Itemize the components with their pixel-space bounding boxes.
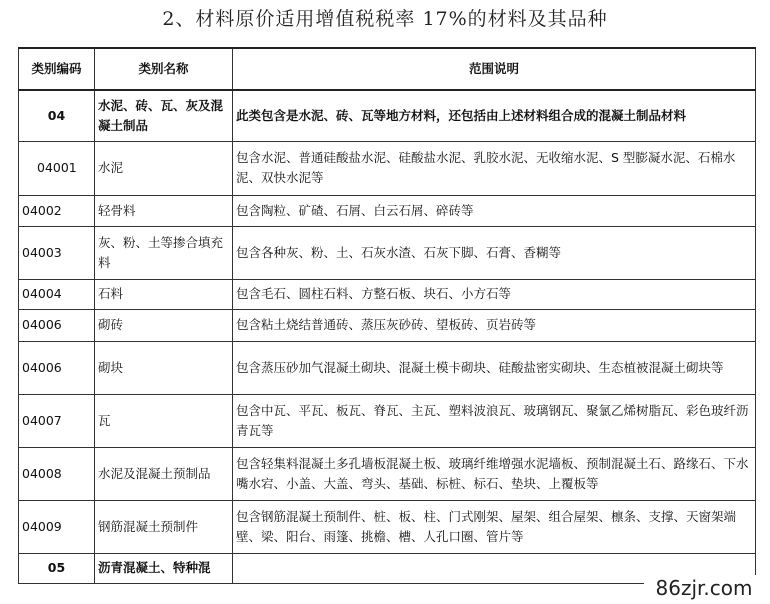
row-desc: 包含粘土烧结普通砖、蒸压灰砂砖、望板砖、页岩砖等 <box>233 309 756 341</box>
table-row <box>19 226 756 279</box>
row-code: 04004 <box>19 279 95 309</box>
row-name: 水泥及混凝土预制品 <box>95 447 233 500</box>
header-desc: 范围说明 <box>233 48 756 90</box>
row-desc: 此类包含是水泥、砖、瓦等地方材料，还包括由上述材料组合成的混凝土制品材料 <box>233 90 756 141</box>
row-desc: 包含轻集料混凝土多孔墙板混凝土板、玻璃纤维增强水泥墙板、预制混凝土石、路缘石、下水嘴水宕、小盖、大盖、弯头、基础、标桩、标石、垫块、上覆板等 <box>233 447 756 500</box>
row-name: 轻骨料 <box>95 195 233 226</box>
row-desc: 包含各种灰、粉、土、石灰水渣、石灰下脚、石膏、香糊等 <box>233 226 756 279</box>
row-desc: 包含毛石、圆柱石料、方整石板、块石、小方石等 <box>233 279 756 309</box>
row-name: 石料 <box>95 279 233 309</box>
row-desc: 包含中瓦、平瓦、板瓦、脊瓦、主瓦、塑料波浪瓦、玻璃钢瓦、聚氯乙烯树脂瓦、彩色玻纤沥青瓦等 <box>233 394 756 447</box>
row-name: 砌砖 <box>95 309 233 341</box>
row-code: 04003 <box>19 226 95 279</box>
row-name: 灰、粉、土等掺合填充料 <box>95 226 233 279</box>
row-code: 04 <box>19 90 95 141</box>
row-code: 04007 <box>19 394 95 447</box>
watermark: 86zjr.com <box>644 575 764 601</box>
table-row <box>19 500 756 553</box>
row-code: 04008 <box>19 447 95 500</box>
row-name: 瓦 <box>95 394 233 447</box>
row-code: 05 <box>19 553 95 583</box>
table-row <box>19 341 756 394</box>
row-name: 砌块 <box>95 341 233 394</box>
row-name: 沥青混凝土、特种混 <box>95 553 233 583</box>
table-row <box>19 90 756 141</box>
table-row <box>19 309 756 341</box>
materials-table <box>18 47 756 584</box>
table-header-row <box>19 48 756 90</box>
row-desc: 包含水泥、普通硅酸盐水泥、硅酸盐水泥、乳胶水泥、无收缩水泥、S 型膨凝水泥、石棉水泥、双快水泥等 <box>233 141 756 195</box>
table-row <box>19 195 756 226</box>
row-name: 水泥 <box>95 141 233 195</box>
row-code: 04009 <box>19 500 95 553</box>
row-desc: 包含蒸压砂加气混凝土砌块、混凝土模卡砌块、硅酸盐密实砌块、生态植被混凝土砌块等 <box>233 341 756 394</box>
table-row <box>19 141 756 195</box>
row-desc: 包含钢筋混凝土预制件、桩、板、柱、门式刚架、屋架、组合屋架、檩条、支撑、天窗架端壁、梁、阳台、雨篷、挑檐、槽、人孔口圈、管片等 <box>233 500 756 553</box>
table-row <box>19 447 756 500</box>
row-name: 水泥、砖、瓦、灰及混凝土制品 <box>95 90 233 141</box>
header-code: 类别编码 <box>19 48 95 90</box>
row-name: 钢筋混凝土预制件 <box>95 500 233 553</box>
row-code: 04006 <box>19 309 95 341</box>
row-desc: 包含陶粒、矿碴、石屑、白云石屑、碎砖等 <box>233 195 756 226</box>
table-row <box>19 394 756 447</box>
table-row <box>19 279 756 309</box>
row-code: 04002 <box>19 195 95 226</box>
row-code: 04001 <box>19 141 95 195</box>
header-name: 类别名称 <box>95 48 233 90</box>
row-code: 04006 <box>19 341 95 394</box>
page-title: 2、材料原价适用增值税税率 17%的材料及其品种 <box>162 8 608 30</box>
